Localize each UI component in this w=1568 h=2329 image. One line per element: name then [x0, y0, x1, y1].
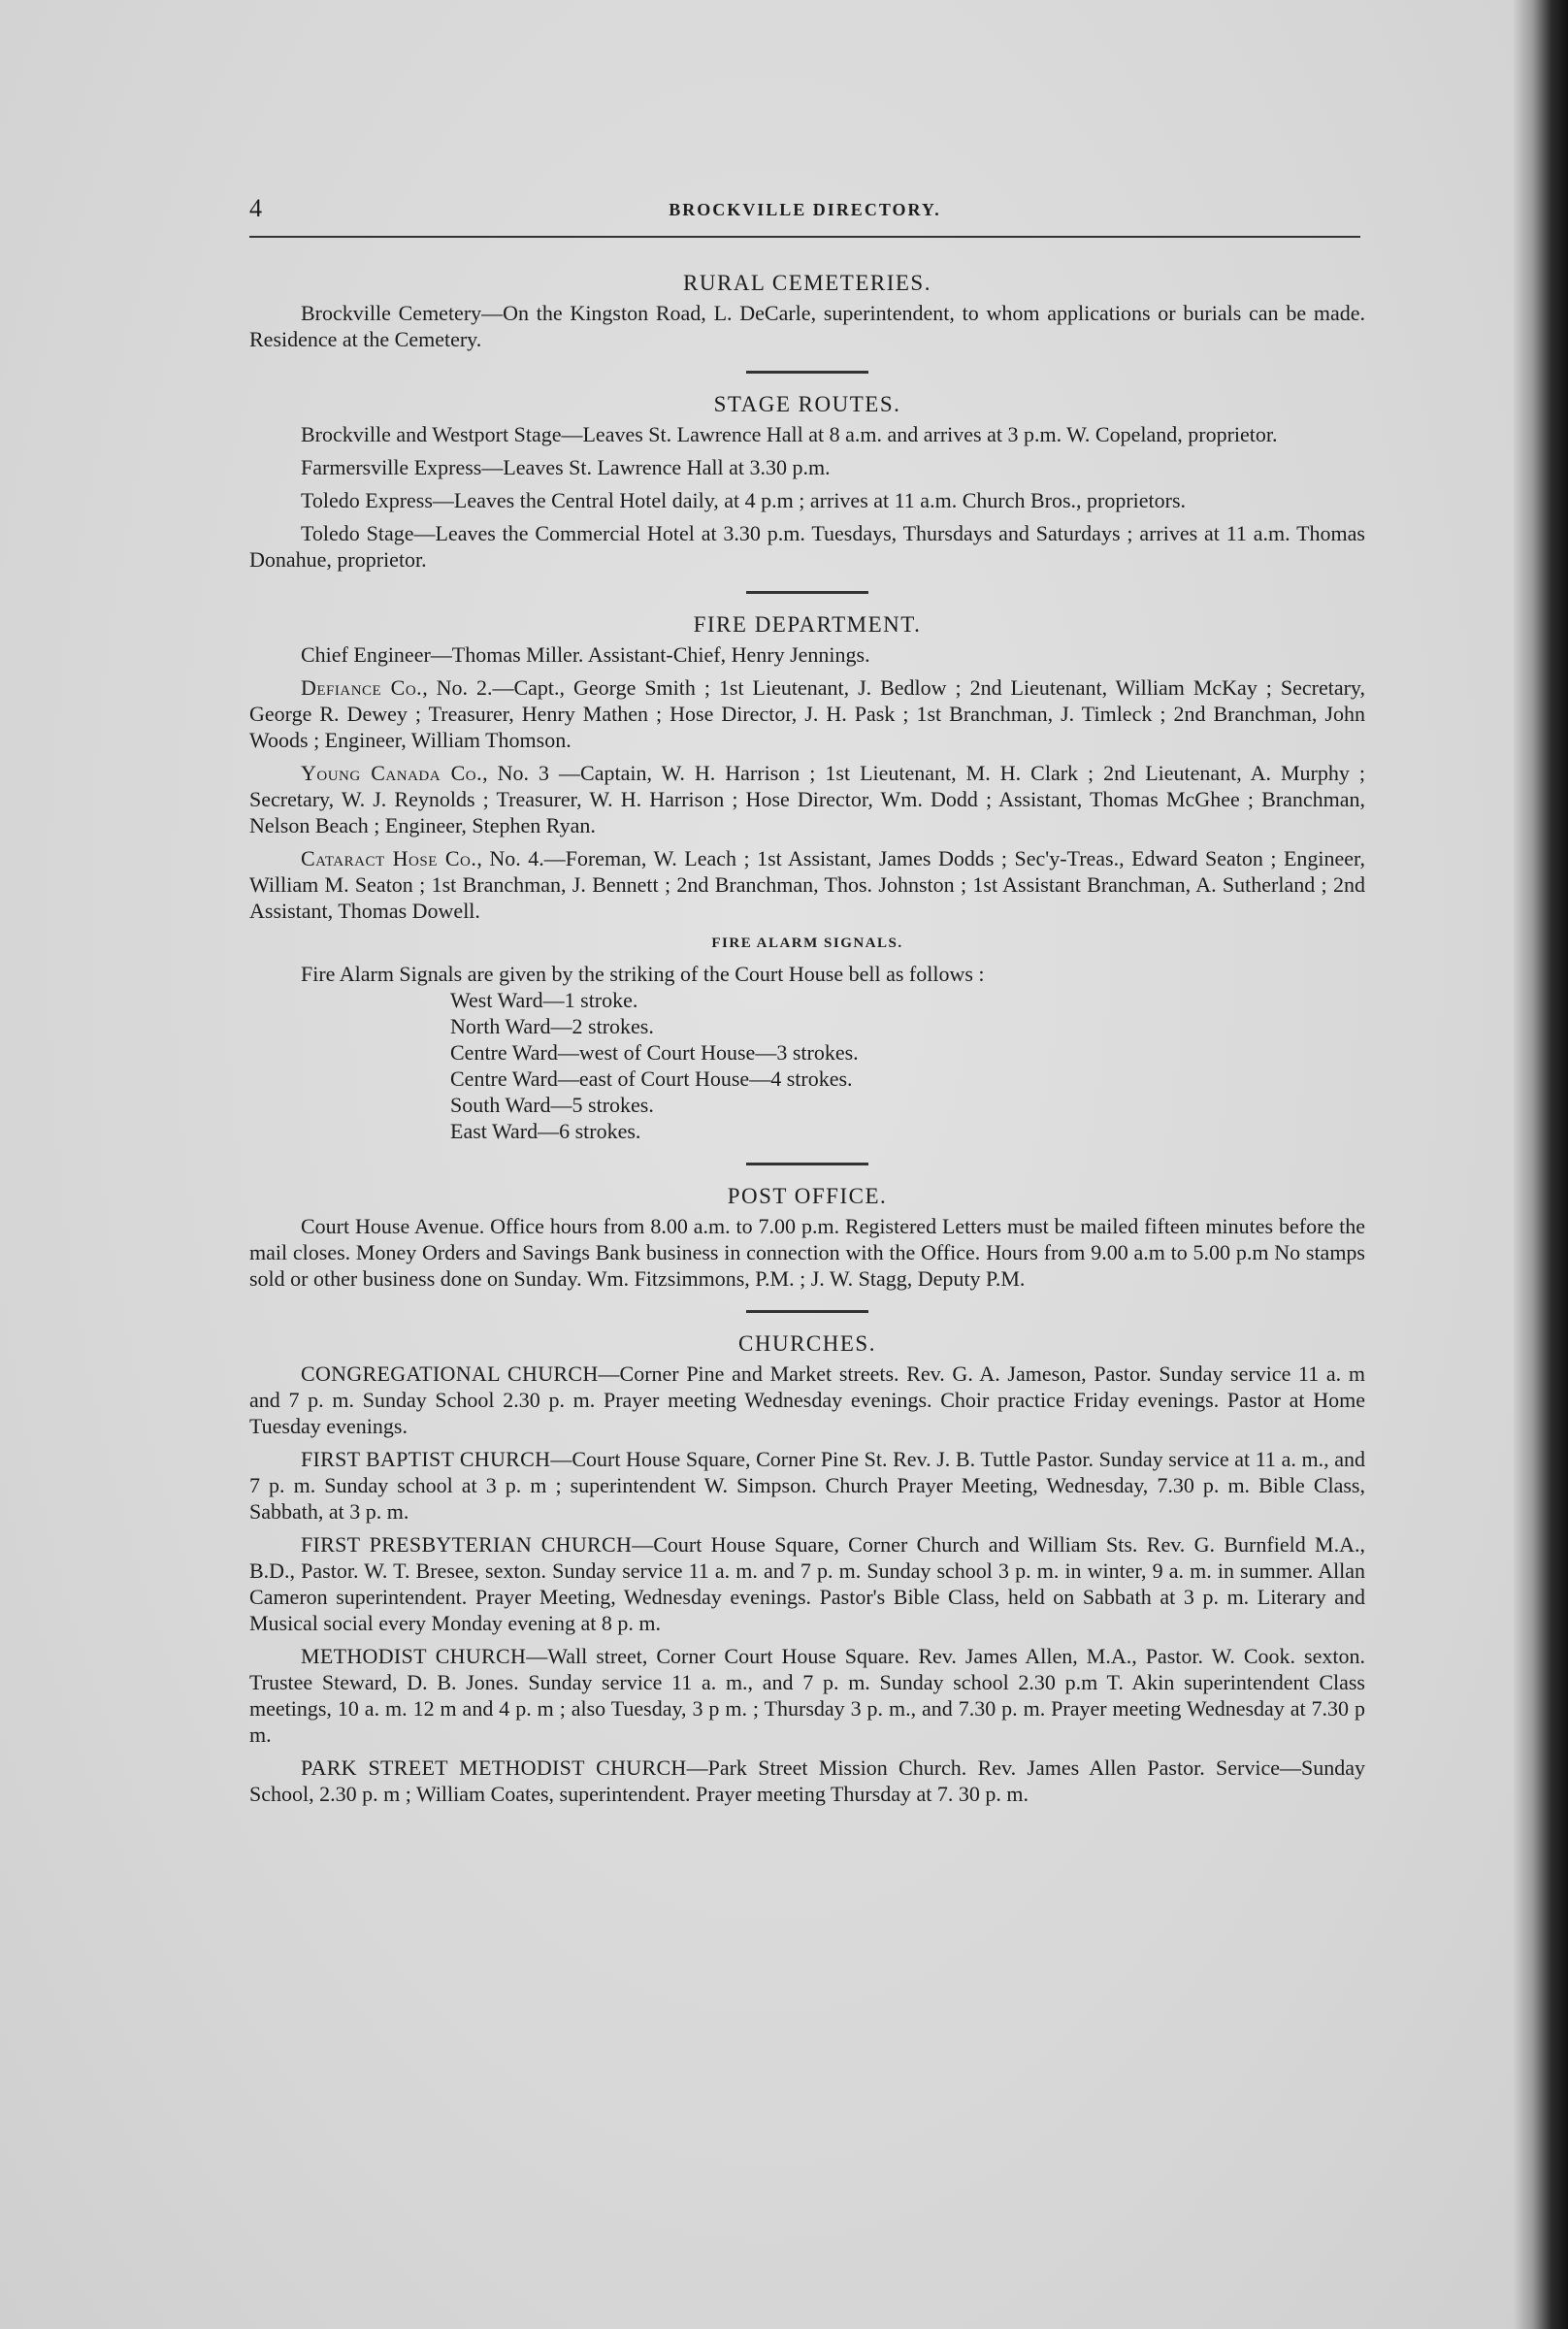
fire-department-section — [249, 611, 1365, 1144]
church-details: —Court House Square, Corner Church and William Sts. Rev. G. Burnfield M.A., B.D., Pastor. W. T. Bresee, sexton. Sunday service 11 a. m. and 7 p. m. Sunday school 3 p. m. in winter, 9 a. m. in summer. Allan Cameron superintendent. Prayer Meeting, Wednesday evenings. Pastor's Bible Class, held on Sabbath at 3 p. m. Literary and Musical social every Monday evening at 8 p. m. — [249, 1532, 1365, 1635]
churches-section — [249, 1330, 1365, 1807]
fire-company-name: Defiance Co. — [301, 675, 423, 700]
running-title: BROCKVILLE DIRECTORY. — [669, 200, 941, 219]
section-separator — [746, 591, 868, 594]
page-content — [249, 270, 1365, 1814]
fire-company-details: , No. 3 —Captain, W. H. Harrison ; 1st Lieutenant, M. H. Clark ; 2nd Lieutenant, A. Murphy ; Secretary, W. J. Reynolds ; Treasurer, W. H. Harrison ; Hose Director, Wm. Dodd ; Assistant, Thomas McGhee ; Branchman, Nelson Beach ; Engineer, Stephen Ryan. — [249, 761, 1365, 837]
stage-route-entry: Farmersville Express—Leaves St. Lawrence Hall at 3.30 p.m. — [301, 455, 831, 479]
fire-alarm-signal: East Ward—6 strokes. — [450, 1119, 641, 1143]
section-separator — [746, 1163, 868, 1165]
fire-company-details: , No. 2.—Capt., George Smith ; 1st Lieutenant, J. Bedlow ; 2nd Lieutenant, William McKay ; Secretary, George R. Dewey ; Treasurer, Henry Mathen ; Hose Director, J. H. Pask ; 1st Branchman, J. Timleck ; 2nd Branchman, John Woods ; Engineer, William Thomson. — [249, 675, 1365, 752]
church-details: —Corner Pine and Market streets. Rev. G. A. Jameson, Pastor. Sunday service 11 a. m and 7 p. m. Sunday School 2.30 p. m. Prayer meeting Wednesday evenings. Choir practice Friday evenings. Pastor at Home Tuesday evenings. — [249, 1361, 1365, 1438]
church-details: —Wall street, Corner Court House Square. Rev. James Allen, M.A., Pastor. W. Cook. sexton. Trustee Steward, D. B. Jones. Sunday service 11 a. m., and 7 p. m. Sunday school 2.30 p.m T. Akin superintendent Class meetings, 10 a. m. 12 m and 4 p. m ; also Tuesday, 3 p m. ; Thursday 3 p. m., and 7.30 p. m. Prayer meeting Wednesday at 7.30 p m. — [249, 1644, 1365, 1747]
fire-chief-entry: Chief Engineer—Thomas Miller. Assistant-Chief, Henry Jennings. — [301, 642, 870, 667]
page-number: 4 — [249, 194, 262, 222]
section-separator — [746, 1310, 868, 1313]
stage-route-entry: Toledo Stage—Leaves the Commercial Hotel at 3.30 p.m. Tuesdays, Thursdays and Saturdays ; arrives at 11 a.m. Thomas Donahue, proprietor. — [249, 521, 1365, 572]
fire-company-entry — [249, 674, 1365, 753]
post-office-heading: POST OFFICE. — [727, 1184, 888, 1208]
church-details: —Court House Square, Corner Pine St. Rev. J. B. Tuttle Pastor. Sunday service at 11 a. m., and 7 p. m. Sunday school at 3 p. m ; superintendent W. Simpson. Church Prayer Meeting, Wednesday, 7.30 p. m. Bible Class, Sabbath, at 3 p. m. — [249, 1447, 1365, 1524]
fire-alarm-signal: Centre Ward—east of Court House—4 strokes. — [450, 1066, 853, 1091]
fire-company-name: Cataract Hose Co. — [301, 846, 477, 870]
post-office-text: Court House Avenue. Office hours from 8.00 a.m. to 7.00 p.m. Registered Letters must be mailed fifteen minutes before the mail closes. Money Orders and Savings Bank business in connection with the Office. Hours from 9.00 a.m to 5.00 p.m No stamps sold or other business done on Sunday. Wm. Fitzsimmons, P.M. ; J. W. Stagg, Deputy P.M. — [249, 1214, 1365, 1291]
page-binding-edge — [1514, 0, 1568, 2329]
fire-alarm-signal: South Ward—5 strokes. — [450, 1093, 654, 1117]
fire-alarm-signal: Centre Ward—west of Court House—3 strokes. — [450, 1040, 859, 1065]
stage-route-entry: Toledo Express—Leaves the Central Hotel daily, at 4 p.m ; arrives at 11 a.m. Church Bros., proprietors. — [301, 488, 1187, 512]
fire-alarm-signal-list — [450, 987, 1365, 1144]
rural-cemeteries-text: Brockville Cemetery—On the Kingston Road, L. DeCarle, superintendent, to whom applications or burials can be made. Residence at the Cemetery. — [249, 301, 1365, 351]
church-name: PARK STREET METHODIST CHURCH — [301, 1755, 687, 1780]
stage-routes-section — [249, 391, 1365, 573]
section-separator — [746, 371, 868, 374]
church-name: FIRST BAPTIST CHURCH — [301, 1447, 551, 1471]
church-entry — [249, 1755, 1365, 1807]
church-entry — [249, 1361, 1365, 1439]
fire-alarm-intro: Fire Alarm Signals are given by the striking of the Court House bell as follows : — [301, 962, 985, 986]
church-entry — [249, 1643, 1365, 1748]
fire-company-name: Young Canada Co. — [301, 761, 483, 785]
post-office-section — [249, 1183, 1365, 1292]
fire-company-details: , No. 4.—Foreman, W. Leach ; 1st Assistant, James Dodds ; Sec'y-Treas., Edward Seaton ; Engineer, William M. Seaton ; 1st Branchman, J. Bennett ; 2nd Branchman, Thos. Johnston ; 1st Assistant Branchman, A. Sutherland ; 2nd Assistant, Thomas Dowell. — [249, 846, 1366, 923]
church-name: FIRST PRESBYTERIAN CHURCH — [301, 1532, 633, 1557]
fire-company-entry — [249, 760, 1365, 838]
church-entry — [249, 1446, 1365, 1525]
rural-cemeteries-section — [249, 270, 1365, 352]
churches-heading: CHURCHES. — [738, 1331, 876, 1356]
fire-department-heading: FIRE DEPARTMENT. — [693, 612, 922, 637]
header-rule — [249, 236, 1360, 238]
stage-routes-heading: STAGE ROUTES. — [713, 392, 901, 416]
church-entry — [249, 1531, 1365, 1636]
stage-route-entry: Brockville and Westport Stage—Leaves St. Lawrence Hall at 8 a.m. and arrives at 3 p.m. W. Copeland, proprietor. — [301, 422, 1278, 446]
page-header — [249, 194, 1360, 233]
church-name: CONGREGATIONAL CHURCH — [301, 1361, 599, 1386]
rural-cemeteries-heading: RURAL CEMETERIES. — [683, 271, 931, 295]
fire-alarm-signal: North Ward—2 strokes. — [450, 1014, 654, 1038]
church-name: METHODIST CHURCH — [301, 1644, 527, 1668]
fire-alarm-signal: West Ward—1 stroke. — [450, 988, 638, 1012]
fire-company-entry — [249, 845, 1365, 924]
fire-alarm-heading: FIRE ALARM SIGNALS. — [711, 935, 903, 951]
church-details: —Park Street Mission Church. Rev. James Allen Pastor. Service—Sunday School, 2.30 p. m ; William Coates, superintendent. Prayer meeting Thursday at 7. 30 p. m. — [249, 1755, 1365, 1806]
